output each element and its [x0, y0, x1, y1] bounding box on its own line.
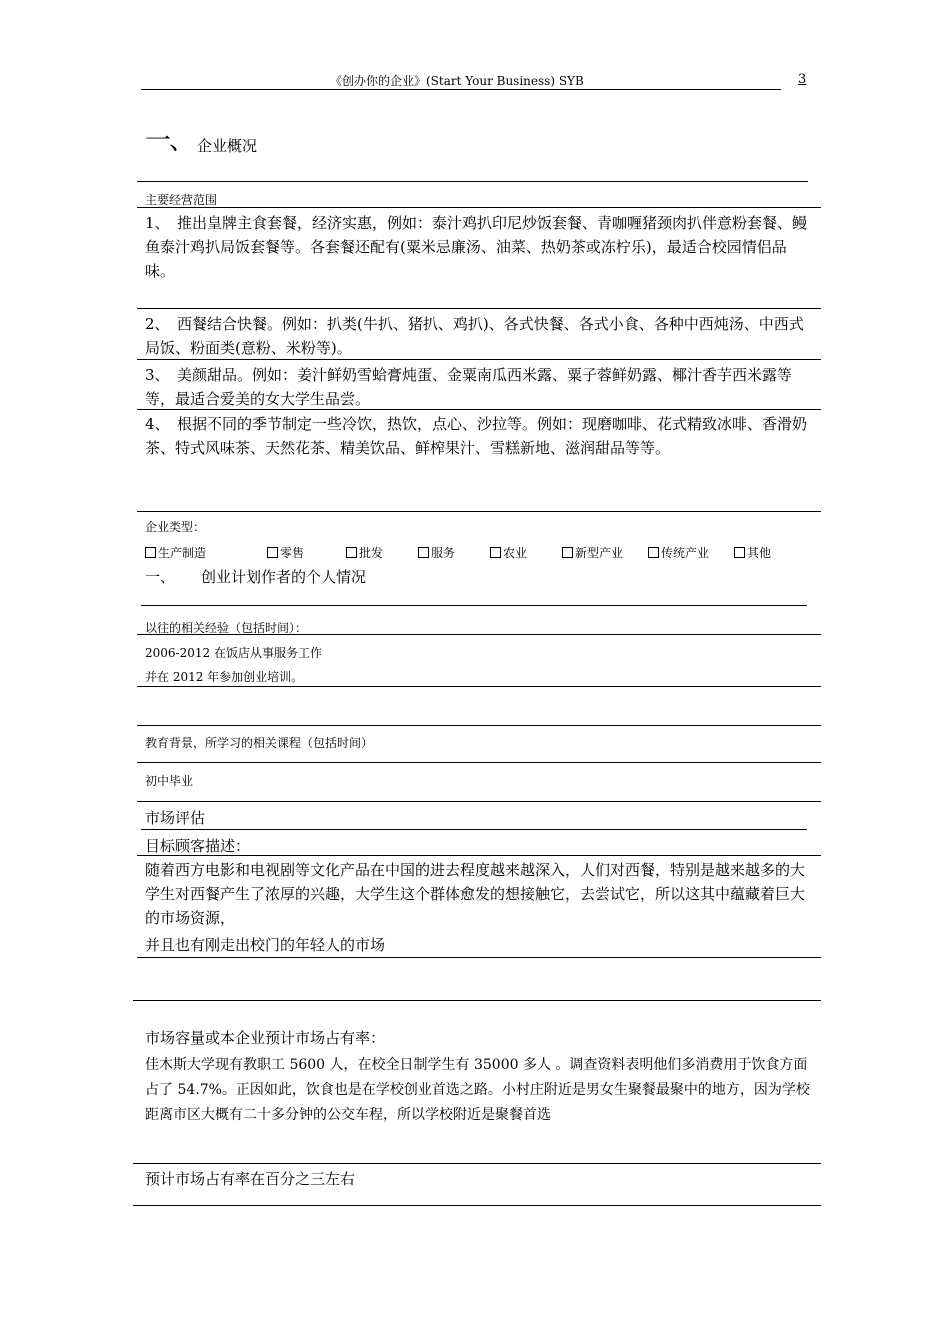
section2-number: 一、: [145, 568, 176, 586]
divider: [137, 207, 821, 208]
divider: [137, 762, 821, 763]
checkbox-service[interactable]: [418, 544, 455, 561]
target-text-2: 并且也有刚走出校门的年轻人的市场: [145, 936, 386, 954]
checkbox-box: [562, 547, 573, 558]
scope-item-4: 4、 根据不同的季节制定一些冷饮，热饮，点心、沙拉等。例如：现磨咖啡、花式精致冰啡、香滑奶茶、特式风味茶、天然花茶、精美饮品、鲜榨果汁、雪糕新地、滋润甜品等等。: [145, 415, 808, 457]
divider: [141, 605, 807, 606]
divider: [133, 1205, 821, 1206]
header-title: 《创办你的企业》(Start Your Business) SYB: [330, 74, 584, 88]
divider: [137, 957, 821, 958]
divider: [137, 409, 821, 410]
checkbox-label: 批发: [359, 546, 384, 560]
target-text: 随着西方电影和电视剧等文化产品在中国的进去程度越来越深入，人们对西餐，特别是越来越多的大学生对西餐产生了浓厚的兴趣，大学生这个群体愈发的想接触它，去尝试它，所以这其中蕴藏着巨大的市场资源，: [145, 861, 806, 927]
experience-label: 以往的相关经验（包括时间）：: [145, 621, 308, 635]
checkbox-box: [418, 547, 429, 558]
target-label: 目标顾客描述：: [145, 837, 251, 855]
section2-title: 创业计划作者的个人情况: [201, 568, 367, 586]
divider: [137, 511, 821, 512]
scope-label: 主要经营范围: [145, 193, 218, 207]
divider: [137, 801, 821, 802]
checkbox-label: 传统产业: [661, 546, 710, 560]
checkbox-traditional-industry[interactable]: [648, 544, 709, 561]
divider: [133, 1000, 821, 1001]
experience-line-2: 并在 2012 年参加创业培训。: [145, 670, 304, 684]
page-number: 3: [798, 72, 807, 87]
checkbox-box: [648, 547, 659, 558]
enterprise-type-label: 企业类型：: [145, 520, 206, 534]
checkbox-new-industry[interactable]: [562, 544, 623, 561]
divider: [133, 1163, 821, 1164]
divider: [137, 855, 821, 856]
divider: [137, 725, 821, 726]
divider: [141, 829, 807, 830]
market-share-text: 预计市场占有率在百分之三左右: [145, 1170, 356, 1188]
checkbox-box: [346, 547, 357, 558]
divider: [137, 686, 821, 687]
capacity-text: 佳木斯大学现有教职工 5600 人，在校全日制学生有 35000 多人 。调查资料表明他们多消费用于饮食方面占了 54.7%。正因如此，饮食也是在学校创业首选之路。小村庄附近是男女生聚餐最聚中的地方，因为学校距离市区大概有二十多分钟的公交车程，所以学校附近是聚餐首选: [145, 1057, 810, 1123]
scope-item-1: 1、 推出皇牌主食套餐，经济实惠，例如：泰汁鸡扒印尼炒饭套餐、青咖喱猪颈肉扒伴意粉套餐、鳗鱼泰汁鸡扒局饭套餐等。各套餐还配有(粟米忌廉汤、油菜、热奶茶或冻柠乐)，最适合校园情侣品味。: [145, 214, 808, 280]
checkbox-box: [490, 547, 501, 558]
checkbox-other[interactable]: [734, 544, 771, 561]
education-label: 教育背景，所学习的相关课程（包括时间）: [145, 736, 374, 750]
checkbox-label: 服务: [431, 546, 456, 560]
divider: [137, 308, 821, 309]
checkbox-agriculture[interactable]: [490, 544, 527, 561]
checkbox-manufacturing[interactable]: [145, 544, 206, 561]
education-value: 初中毕业: [145, 774, 194, 788]
checkbox-label: 零售: [280, 546, 305, 560]
scope-item-2: 2、 西餐结合快餐。例如：扒类(牛扒、猪扒、鸡扒)、各式快餐、各式小食、各种中西炖汤、中西式局饭、粉面类(意粉、米粉等)。: [145, 315, 804, 357]
checkbox-retail[interactable]: [267, 544, 304, 561]
checkbox-label: 其他: [747, 546, 772, 560]
experience-line-1: 2006-2012 在饭店从事服务工作: [145, 646, 322, 660]
section1-title: 企业概况: [197, 137, 258, 155]
header-rule: [141, 89, 781, 90]
checkbox-box: [145, 547, 156, 558]
checkbox-box: [267, 547, 278, 558]
section1-number: 一、: [145, 126, 194, 156]
scope-item-3: 3、 美颜甜品。例如：姜汁鲜奶雪蛤膏炖蛋、金粟南瓜西米露、粟子蓉鲜奶露、椰汁香芋西米露等等，最适合爱美的女大学生品尝。: [145, 366, 793, 408]
checkbox-label: 新型产业: [575, 546, 624, 560]
checkbox-wholesale[interactable]: [346, 544, 383, 561]
divider: [137, 181, 808, 182]
divider: [137, 359, 821, 360]
market-title: 市场评估: [145, 809, 206, 827]
checkbox-label: 生产制造: [158, 546, 207, 560]
capacity-label: 市场容量或本企业预计市场占有率：: [145, 1029, 386, 1047]
divider: [137, 634, 821, 635]
checkbox-box: [734, 547, 745, 558]
checkbox-label: 农业: [503, 546, 528, 560]
